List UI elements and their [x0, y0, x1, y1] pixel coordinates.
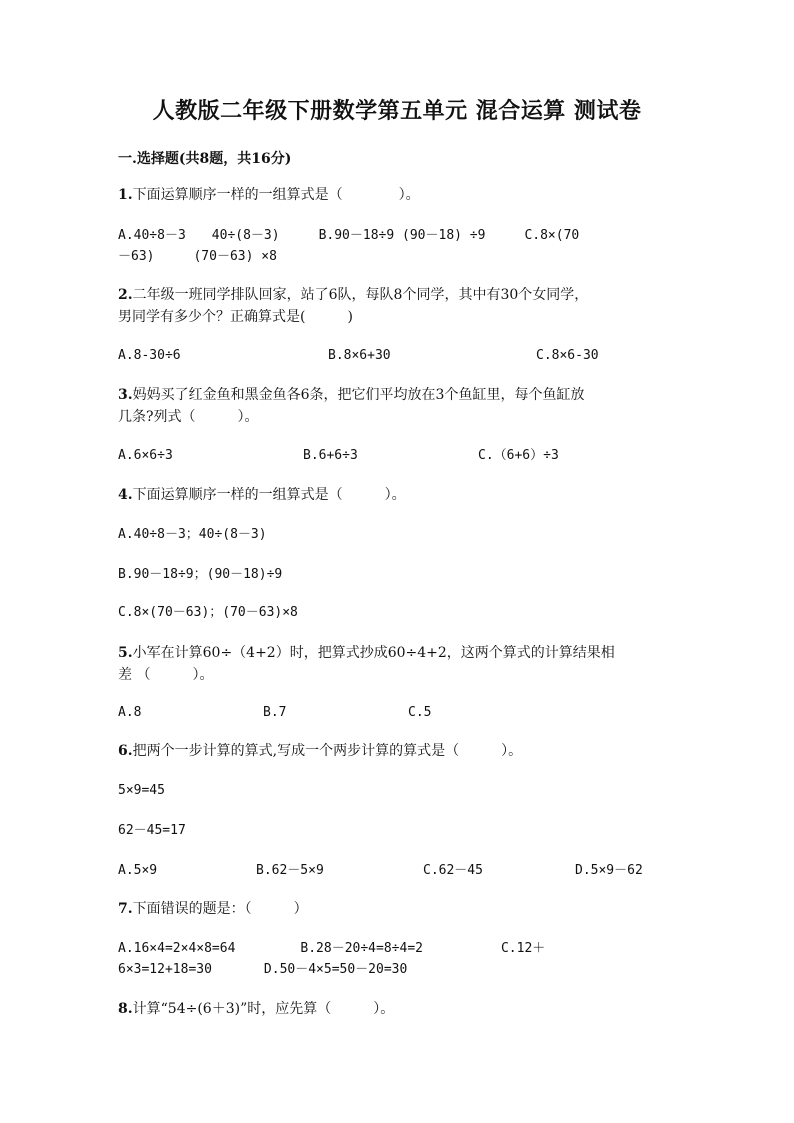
question-text: 把两个一步计算的算式,写成一个两步计算的算式是（ ）。 [132, 743, 523, 759]
question-6 [118, 740, 678, 762]
question-text: 计算“54÷(6＋3)”时，应先算（ ）。 [132, 1001, 395, 1017]
question-text: 二年级一班同学排队回家，站了6队，每队8个同学，其中有30个女同学， [132, 287, 589, 303]
option-b: B.62－5×9 [256, 863, 324, 878]
question-4-option-c: C.8×(70－63)；(70－63)×8 [118, 605, 298, 620]
option-a: A.8 [118, 705, 142, 720]
question-4-option-a: A.40÷8－3；40÷(8－3) [118, 527, 267, 542]
option-b: B.6+6÷3 [303, 448, 358, 463]
question-text-continued: 差 （ ）。 [118, 667, 214, 683]
question-4 [118, 484, 678, 506]
question-text: 妈妈买了红金鱼和黑金鱼各6条，把它们平均放在3个鱼缸里，每个鱼缸放 [132, 387, 585, 403]
question-number: 1. [118, 187, 133, 203]
question-number: 7. [118, 901, 133, 917]
question-4-option-b: B.90－18÷9；(90－18)÷9 [118, 567, 283, 582]
question-number: 5. [118, 645, 133, 661]
question-1-option-line-1: A.40÷8－3 40÷(8－3) B.90－18÷9 (90－18) ÷9 C.8×(70 [118, 228, 580, 243]
question-text: 小军在计算60÷（4+2）时，把算式抄成60÷4+2，这两个算式的计算结果相 [132, 645, 615, 661]
page-title: 人教版二年级下册数学第五单元 混合运算 测试卷 [152, 98, 642, 124]
question-text: 下面运算顺序一样的一组算式是（ ）。 [132, 187, 420, 203]
question-7-option-line-2: 6×3=12+18=30 D.50－4×5=50－20=30 [118, 962, 408, 977]
question-number: 2. [118, 287, 133, 303]
question-7 [118, 898, 678, 920]
question-text-continued: 男同学有多少个？正确算式是( ) [118, 309, 353, 325]
question-number: 4. [118, 487, 133, 503]
option-b: B.7 [263, 705, 287, 720]
question-7-option-line-1: A.16×4=2×4×8=64 B.28－20÷4=8÷4=2 C.12＋ [118, 941, 546, 956]
question-1-option-line-2: －63) (70－63) ×8 [118, 249, 277, 264]
question-number: 6. [118, 743, 133, 759]
question-text: 下面错误的题是：（ ） [132, 901, 308, 917]
option-c: C.（6+6）÷3 [478, 448, 559, 463]
question-number: 8. [118, 1001, 133, 1017]
option-a: A.5×9 [118, 863, 158, 878]
option-c: C.5 [408, 705, 432, 720]
section-heading: 一.选择题(共8题，共16分) [118, 151, 292, 167]
question-6-equation-1: 5×9=45 [118, 783, 165, 798]
option-a: A.6×6÷3 [118, 448, 173, 463]
question-2 [118, 284, 678, 328]
question-text-continued: 几条?列式（ ）。 [118, 409, 259, 425]
question-text: 下面运算顺序一样的一组算式是（ ）。 [132, 487, 406, 503]
question-6-equation-2: 62－45=17 [118, 823, 186, 838]
question-1 [118, 184, 678, 206]
option-a: A.8-30÷6 [118, 348, 181, 363]
question-5 [118, 642, 678, 686]
question-number: 3. [118, 387, 133, 403]
question-8 [118, 998, 678, 1020]
option-d: D.5×9－62 [575, 863, 643, 878]
option-c: C.8×6-30 [536, 348, 599, 363]
option-b: B.8×6+30 [328, 348, 391, 363]
option-c: C.62－45 [423, 863, 483, 878]
question-3 [118, 384, 678, 428]
